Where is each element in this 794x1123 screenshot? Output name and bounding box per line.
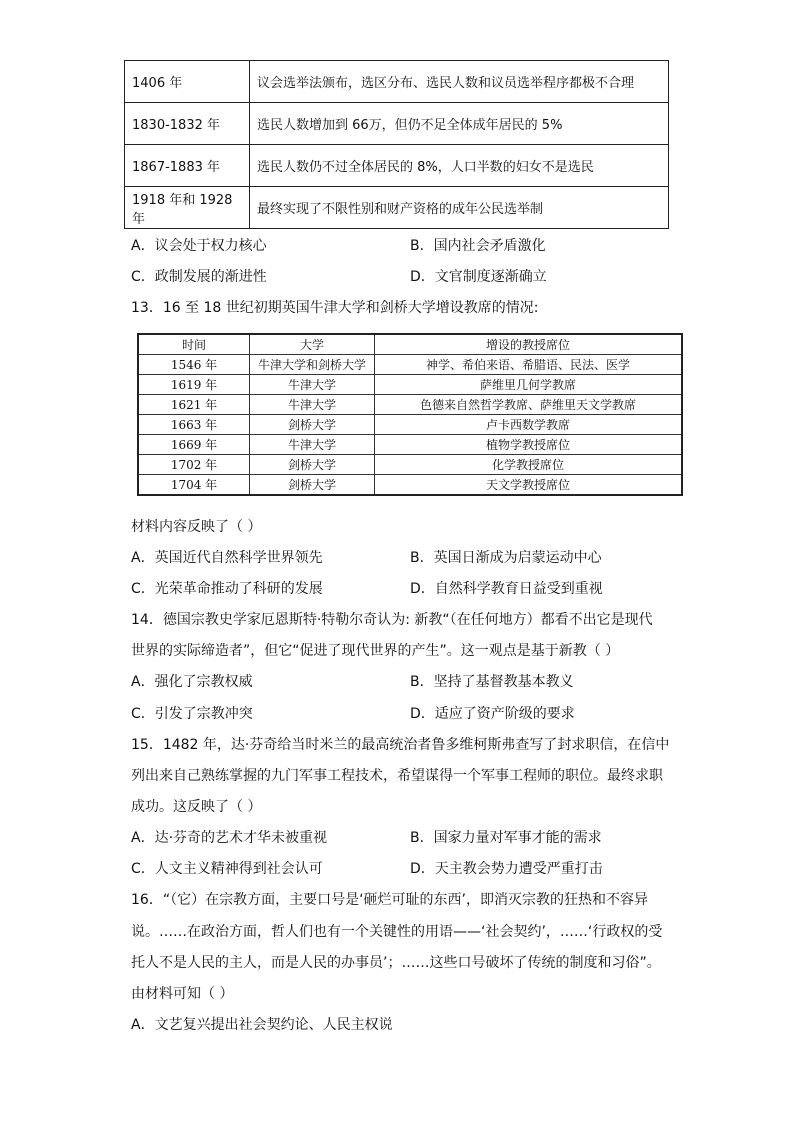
q15-option-a[interactable]: A．达·芬奇的艺术才华未被重视 — [131, 830, 328, 846]
q14-option-d[interactable]: D．适应了资产阶级的要求 — [410, 706, 575, 722]
q14-option-b[interactable]: B．坚持了基督教基本教义 — [410, 674, 574, 690]
column-header-chair: 增设的教授席位 — [375, 334, 683, 355]
table-cell: 牛津大学 — [250, 375, 375, 395]
q12-option-a[interactable]: A．议会处于权力核心 — [131, 238, 267, 254]
q16-stem-line-4: 由材料可知（ ） — [131, 986, 234, 1002]
q12-option-c[interactable]: C．政制发展的渐进性 — [131, 269, 267, 285]
q14-stem-line-2: 世界的实际缔造者”，但它“促进了现代世界的产生”。这一观点是基于新教（ ） — [131, 643, 620, 659]
table-cell: 1663 年 — [138, 415, 250, 435]
q16-stem-line-3: 托人不是人民的主人，而是人民的办事员’；……这些口号破坏了传统的制度和习俗”。 — [131, 955, 661, 971]
column-header-time: 时间 — [138, 334, 250, 355]
table-cell: 牛津大学 — [250, 395, 375, 415]
table-cell: 色德来自然哲学教席、萨维里天文学教席 — [375, 395, 683, 415]
table-row — [125, 103, 669, 145]
q12-option-d[interactable]: D．文官制度逐渐确立 — [410, 269, 547, 285]
q16-option-a[interactable]: A．文艺复兴提出社会契约论、人民主权说 — [131, 1017, 393, 1033]
q13-option-a[interactable]: A．英国近代自然科学世界领先 — [131, 550, 323, 566]
table-row — [138, 435, 682, 455]
table-cell-desc: 议会选举法颁布，选区分布、选民人数和议员选举程序都极不合理 — [250, 61, 669, 103]
q14-option-a[interactable]: A．强化了宗教权威 — [131, 674, 253, 690]
q15-stem-line-3: 成功。这反映了（ ） — [131, 799, 262, 815]
table-cell: 天文学教授席位 — [375, 475, 683, 496]
election-history-table — [124, 60, 669, 229]
table-cell: 牛津大学和剑桥大学 — [250, 355, 375, 375]
q15-option-d[interactable]: D．天主教会势力遭受严重打击 — [410, 861, 603, 877]
table-cell: 1702 年 — [138, 455, 250, 475]
table-row — [138, 455, 682, 475]
table-cell: 1704 年 — [138, 475, 250, 496]
q13-option-c[interactable]: C．光荣革命推动了科研的发展 — [131, 581, 323, 597]
table-row — [125, 145, 669, 187]
table-cell: 牛津大学 — [250, 435, 375, 455]
table-cell-year: 1830-1832 年 — [125, 103, 250, 145]
q14-option-c[interactable]: C．引发了宗教冲突 — [131, 706, 253, 722]
q16-stem-line-2: 说。……在政治方面，哲人们也有一个关键性的用语——‘社会契约’，……‘行政权的受 — [131, 924, 663, 940]
table-row — [138, 415, 682, 435]
table-cell: 萨维里几何学教席 — [375, 375, 683, 395]
q16-stem-line-1: 16．“（它）在宗教方面，主要口号是‘砸烂可耻的东西’，即消灭宗教的狂热和不容异 — [131, 892, 648, 908]
table-header-row — [138, 334, 682, 355]
table-cell: 1669 年 — [138, 435, 250, 455]
q15-option-b[interactable]: B．国家力量对军事才能的需求 — [410, 830, 602, 846]
table-cell: 1619 年 — [138, 375, 250, 395]
table-cell: 植物学教授席位 — [375, 435, 683, 455]
column-header-university: 大学 — [250, 334, 375, 355]
q14-stem-line-1: 14．德国宗教史学家厄恩斯特·特勒尔奇认为: 新教“（在任何地方）都看不出它是现代 — [131, 612, 653, 628]
q15-stem-line-2: 列出来自己熟练掌握的九门军事工程技术，希望谋得一个军事工程师的职位。最终求职 — [131, 768, 663, 784]
table-cell: 剑桥大学 — [250, 475, 375, 496]
table-cell: 神学、希伯来语、希腊语、民法、医学 — [375, 355, 683, 375]
q13-stem: 13．16 至 18 世纪初期英国牛津大学和剑桥大学增设教席的情况: — [131, 300, 539, 316]
table-row — [125, 61, 669, 103]
table-cell-desc: 选民人数仍不过全体居民的 8%，人口半数的妇女不是选民 — [250, 145, 669, 187]
table-cell-year: 1406 年 — [125, 61, 250, 103]
professorship-table — [137, 333, 683, 496]
q13-prompt: 材料内容反映了（ ） — [131, 519, 262, 535]
table-cell-year: 1867-1883 年 — [125, 145, 250, 187]
table-row — [138, 395, 682, 415]
table-row — [138, 475, 682, 496]
table-cell-desc: 选民人数增加到 66万，但仍不足全体成年居民的 5% — [250, 103, 669, 145]
q13-option-d[interactable]: D．自然科学教育日益受到重视 — [410, 581, 603, 597]
q13-option-b[interactable]: B．英国日渐成为启蒙运动中心 — [410, 550, 602, 566]
table-cell: 剑桥大学 — [250, 415, 375, 435]
table-cell: 卢卡西数学教席 — [375, 415, 683, 435]
table-cell-year: 1918 年和 1928 年 — [125, 187, 250, 229]
q15-stem-line-1: 15．1482 年，达·芬奇给当时米兰的最高统治者鲁多维柯斯弗查写了封求职信，在信中 — [131, 737, 670, 753]
q12-option-b[interactable]: B．国内社会矛盾激化 — [410, 238, 546, 254]
table-cell-desc: 最终实现了不限性别和财产资格的成年公民选举制 — [250, 187, 669, 229]
table-cell: 1546 年 — [138, 355, 250, 375]
table-row — [138, 375, 682, 395]
table-cell: 剑桥大学 — [250, 455, 375, 475]
table-cell: 化学教授席位 — [375, 455, 683, 475]
table-row — [125, 187, 669, 229]
table-row — [138, 355, 682, 375]
q15-option-c[interactable]: C．人文主义精神得到社会认可 — [131, 861, 323, 877]
table-cell: 1621 年 — [138, 395, 250, 415]
